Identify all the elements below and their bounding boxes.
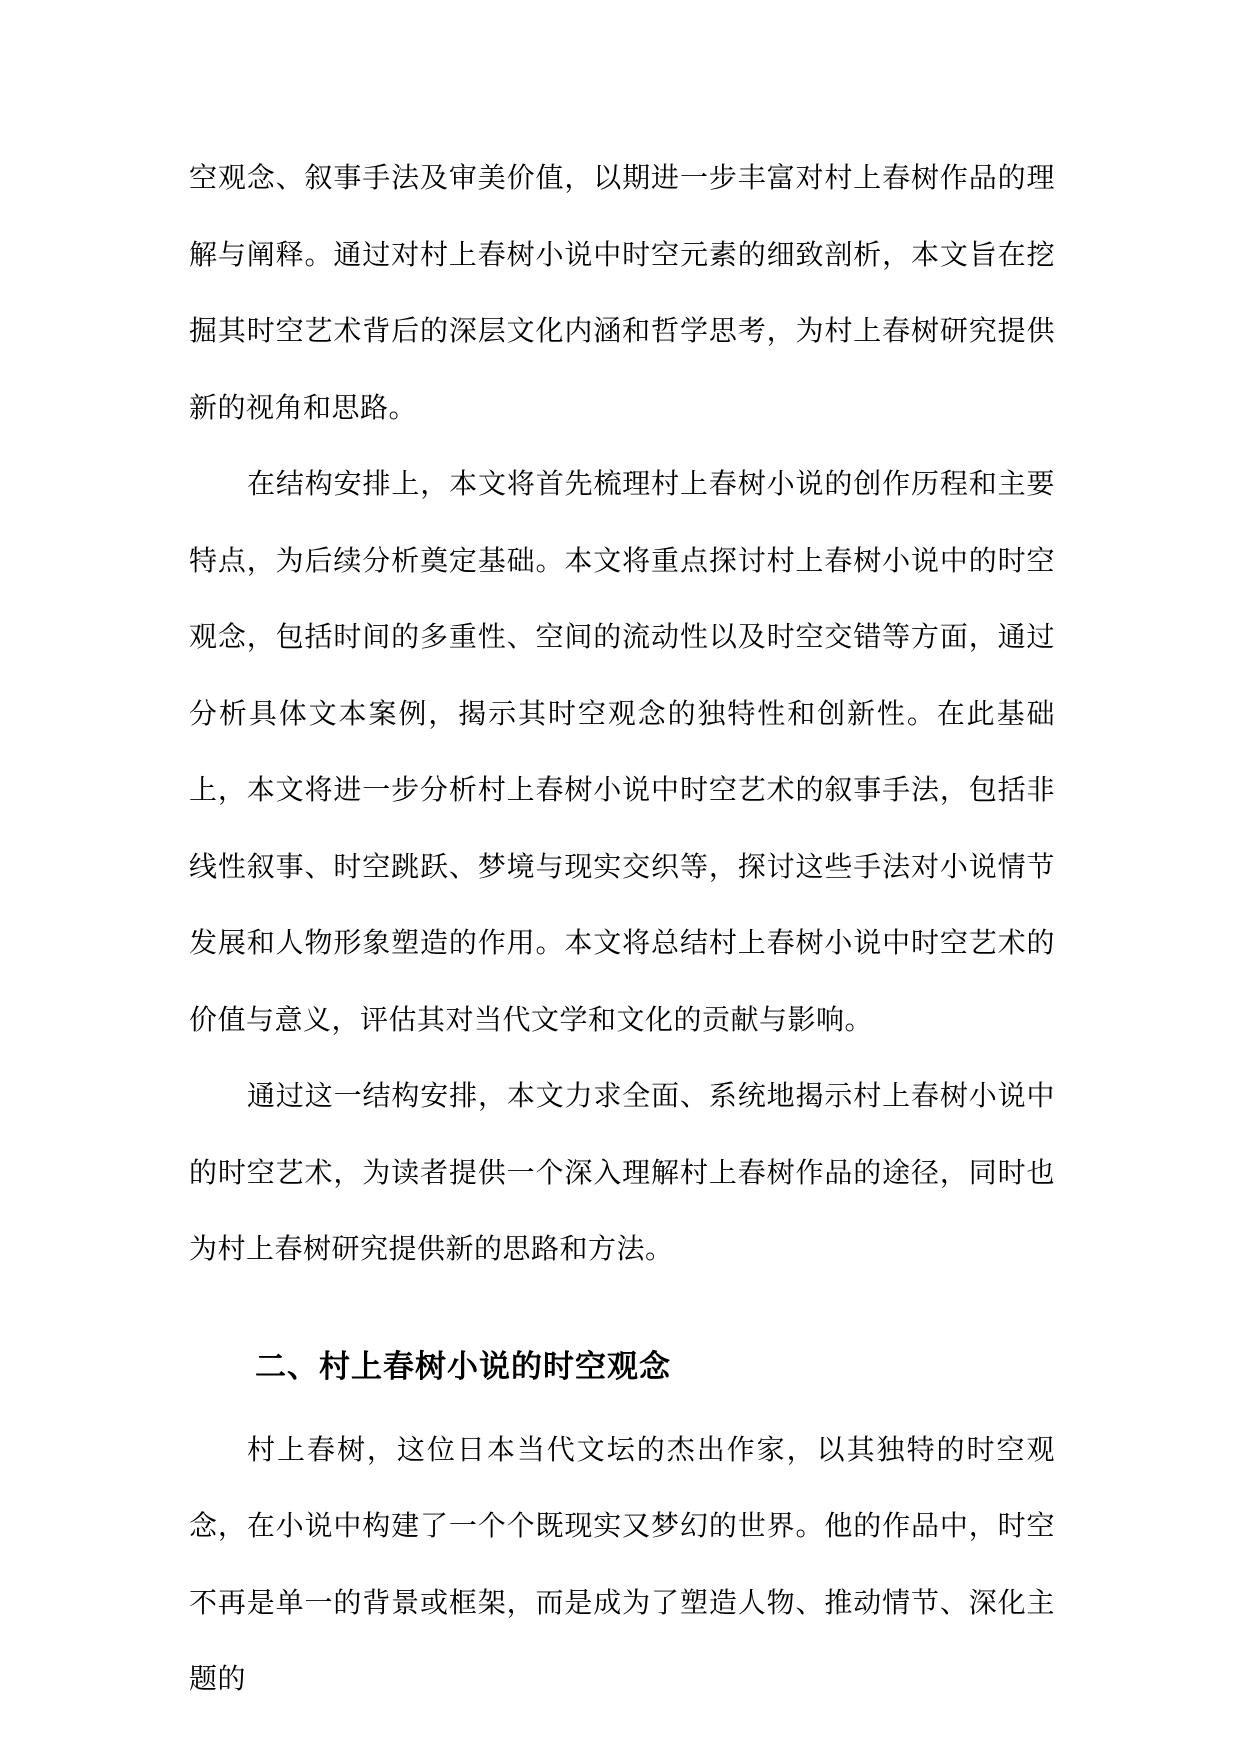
paragraph-structure-overview: 在结构安排上，本文将首先梳理村上春树小说的创作历程和主要特点，为后续分析奠定基础。本文将重点探讨村上春树小说中的时空观念，包括时间的多重性、空间的流动性以及时空交错等方面，通过分析具体文本案例，揭示其时空观念的独特性和创新性。在此基础上，本文将进一步分析村上春树小说中时空艺术的叙事手法，包括非线性叙事、时空跳跃、梦境与现实交织等，探讨这些手法对小说情节发展和人物形象塑造的作用。本文将总结村上春树小说中时空艺术的价值与意义，评估其对当代文学和文化的贡献与影响。 (189, 467, 1055, 1036)
document-body (189, 140, 1055, 1718)
section-heading: 二、村上春树小说的时空观念 (255, 1348, 671, 1385)
paragraph-structure-goal: 通过这一结构安排，本文力求全面、系统地揭示村上春树小说中的时空艺术，为读者提供一个深入理解村上春树作品的途径，同时也为村上春树研究提供新的思路和方法。 (189, 1079, 1055, 1265)
paragraph-intro-continuation: 空观念、叙事手法及审美价值，以期进一步丰富对村上春树作品的理解与阐释。通过对村上春树小说中时空元素的细致剖析，本文旨在挖掘其时空艺术背后的深层文化内涵和哲学思考，为村上春树研究提供新的视角和思路。 (189, 161, 1055, 424)
paragraph-section-opening: 村上春树，这位日本当代文坛的杰出作家，以其独特的时空观念，在小说中构建了一个个既现实又梦幻的世界。他的作品中，时空不再是单一的背景或框架，而是成为了塑造人物、推动情节、深化主题的 (189, 1432, 1055, 1695)
